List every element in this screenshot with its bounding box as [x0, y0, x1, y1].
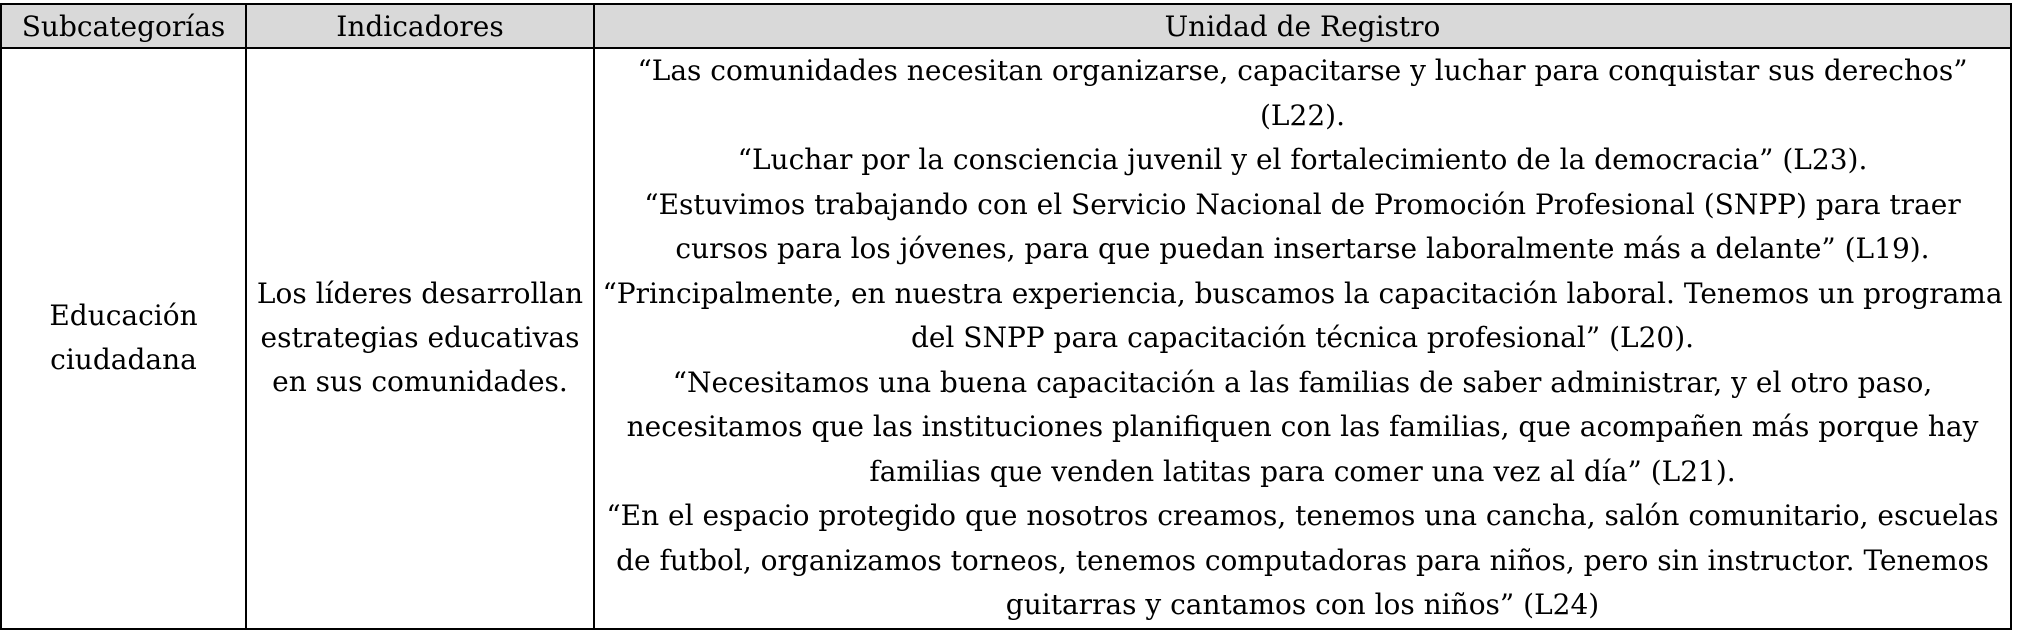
header-subcategorias: Subcategorías: [1, 4, 246, 48]
unidad-de-registro-cell: [594, 48, 2011, 629]
quote-l21: “Necesitamos una buena capacitación a las familias de saber administrar, y el otro paso, necesitamos que las instituciones planifiquen con las familias, que acompañen más porque hay familias que venden latitas para comer una vez al día” (L21).: [626, 365, 1979, 488]
quote-l19: “Estuvimos trabajando con el Servicio Nacional de Promoción Profesional (SNPP) para traer cursos para los jóvenes, para que puedan insertarse laboralmente más a delante” (L19).: [644, 187, 1961, 265]
indicador-cell: Los líderes desarrollan estrategias educativas en sus comunidades.: [246, 48, 594, 629]
quote-l23: “Luchar por la consciencia juvenil y el fortalecimiento de la democracia” (L23).: [737, 143, 1868, 176]
table-row: [1, 48, 2011, 629]
header-row: [1, 4, 2011, 48]
registro-table: [0, 3, 2012, 630]
quote-l20: “Principalmente, en nuestra experiencia, buscamos la capacitación laboral. Tenemos un programa del SNPP para capacitación técnica profesional” (L20).: [602, 276, 2003, 354]
header-indicadores: Indicadores: [246, 4, 594, 48]
header-unidad-de-registro: Unidad de Registro: [594, 4, 2011, 48]
quote-l22: “Las comunidades necesitan organizarse, capacitarse y luchar para conquistar sus derechos” (L22).: [637, 54, 1968, 132]
quote-l24: “En el espacio protegido que nosotros creamos, tenemos una cancha, salón comunitario, escuelas de futbol, organizamos torneos, tenemos computadoras para niños, pero sin instructor. Tenemos guitarras y cantamos con los niños” (L24): [606, 499, 1999, 621]
subcategoria-cell: Educación ciudadana: [1, 48, 246, 629]
